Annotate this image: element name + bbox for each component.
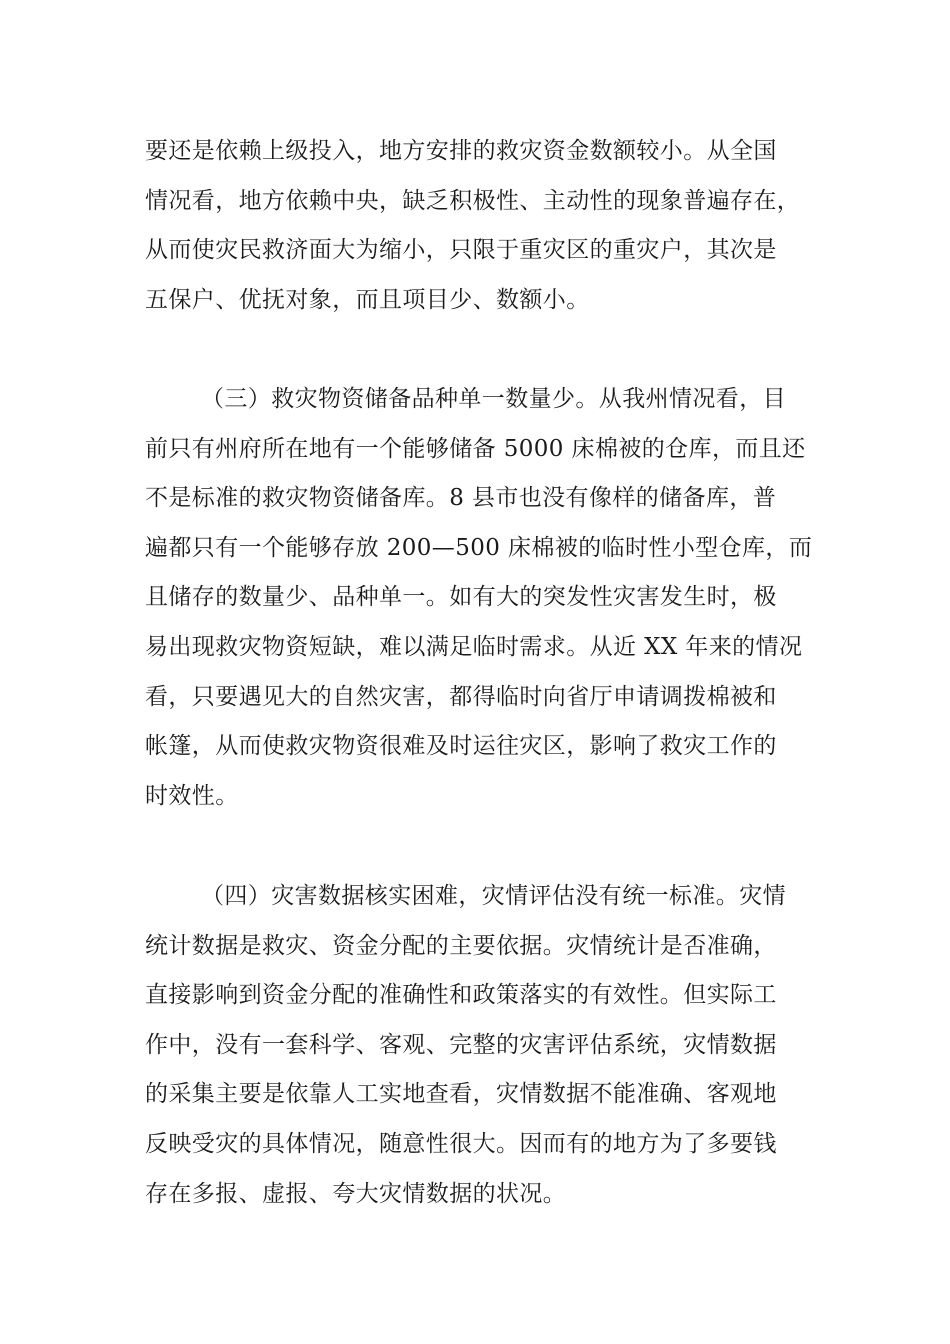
text-line: 遍都只有一个能够存放 200—500 床棉被的临时性小型仓库，而 [145,534,813,561]
text-line: 且储存的数量少、品种单一。如有大的突发性灾害发生时，极 [145,584,777,611]
text-line: 从而使灾民救济面大为缩小，只限于重灾区的重灾户，其次是 [145,237,777,264]
text-line: 反映受灾的具体情况，随意性很大。因而有的地方为了多要钱 [145,1130,777,1157]
text-line: 易出现救灾物资短缺，难以满足临时需求。从近 XX 年来的情况 [145,633,803,660]
text-line: 直接影响到资金分配的准确性和政策落实的有效性。但实际工 [145,982,777,1009]
text-line: 五保户、优抚对象，而且项目少、数额小。 [145,286,590,313]
paragraph-disaster-data [145,872,810,1219]
text-line: 帐篷，从而使救灾物资很难及时运往灾区，影响了救灾工作的 [145,733,777,760]
text-line: 看，只要遇见大的自然灾害，都得临时向省厅申请调拨棉被和 [145,683,777,710]
text-line: 不是标准的救灾物资储备库。8 县市也没有像样的储备库，普 [145,485,777,512]
text-line: 前只有州府所在地有一个能够储备 5000 床棉被的仓库，而且还 [145,435,806,462]
paragraph-funding [145,127,810,325]
text-line: （四）灾害数据核实困难，灾情评估没有统一标准。灾情 [201,883,786,909]
text-line: 要还是依赖上级投入，地方安排的救灾资金数额较小。从全国 [145,138,777,164]
text-line: 情况看，地方依赖中央，缺乏积极性、主动性的现象普遍存在， [145,187,801,214]
text-line: 作中，没有一套科学、客观、完整的灾害评估系统，灾情数据 [145,1031,777,1058]
paragraph-supplies [145,375,813,821]
text-line: 的采集主要是依靠人工实地查看，灾情数据不能准确、客观地 [145,1081,777,1108]
text-line: （三）救灾物资储备品种单一数量少。从我州情况看，目 [201,386,786,412]
text-line: 存在多报、虚报、夸大灾情数据的状况。 [145,1180,567,1207]
text-line: 时效性。 [145,782,239,809]
text-line: 统计数据是救灾、资金分配的主要依据。灾情统计是否准确， [145,932,777,959]
